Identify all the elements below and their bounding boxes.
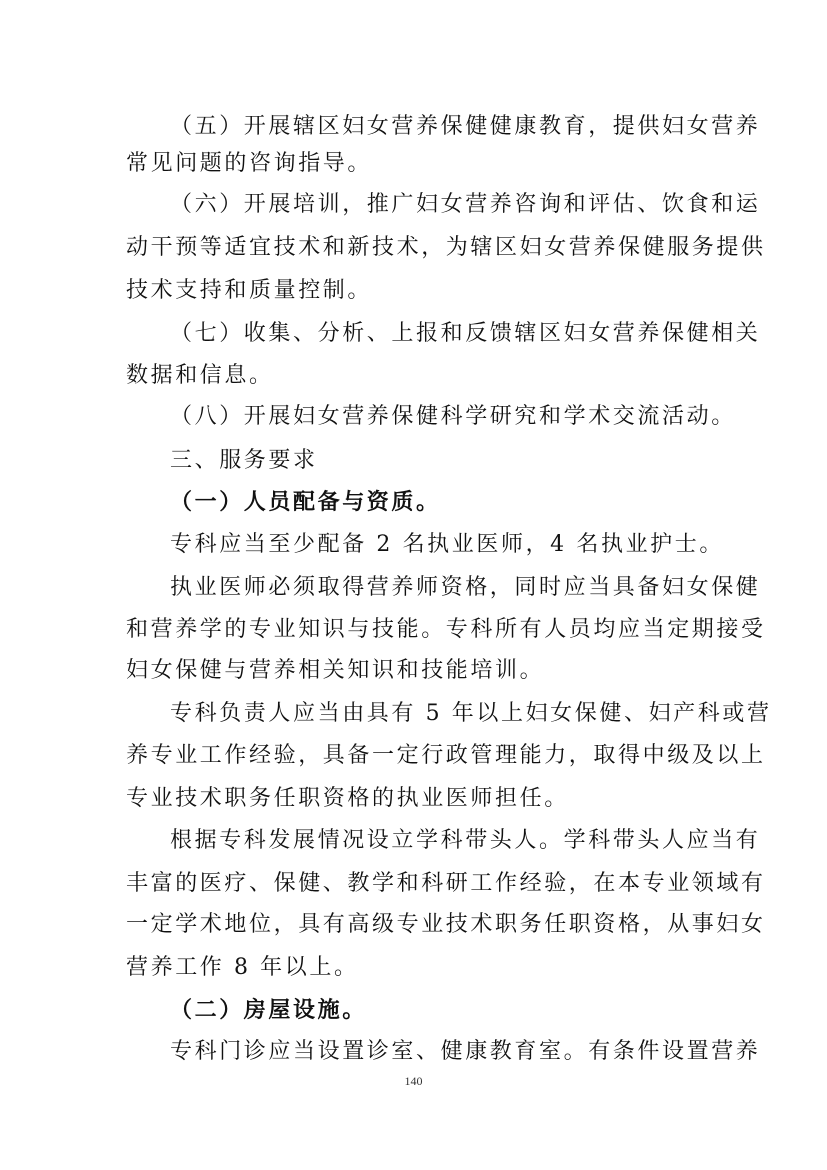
paragraph-line: 专业技术职务任职资格的执业医师担任。 (126, 786, 569, 811)
page-number: 140 (404, 1074, 423, 1088)
paragraph-line: 常见问题的咨询指导。 (126, 151, 373, 176)
paragraph-line: （七）收集、分析、上报和反馈辖区妇女营养保健相关 (170, 321, 761, 346)
paragraph-line: 丰富的医疗、保健、教学和科研工作经验，在本专业领域有 (126, 871, 766, 896)
paragraph-line: 专科负责人应当由具有 5 年以上妇女保健、妇产科或营 (170, 701, 772, 726)
paragraph-line: 养专业工作经验，具备一定行政管理能力，取得中级及以上 (126, 743, 766, 768)
paragraph-line: 妇女保健与营养相关知识和技能培训。 (126, 658, 545, 683)
paragraph-line: 数据和信息。 (126, 363, 274, 388)
paragraph-line: 根据专科发展情况设立学科带头人。学科带头人应当有 (170, 828, 761, 853)
subsection-heading: （二）房屋设施。 (170, 997, 367, 1023)
paragraph-line: 动干预等适宜技术和新技术，为辖区妇女营养保健服务提供 (126, 235, 766, 260)
paragraph-line: 营养工作 8 年以上。 (126, 955, 359, 980)
subsection-heading: （一）人员配备与资质。 (170, 489, 441, 515)
paragraph-line: 执业医师必须取得营养师资格，同时应当具备妇女保健 (170, 575, 761, 600)
section-heading: 三、服务要求 (170, 448, 318, 473)
paragraph-line: （六）开展培训，推广妇女营养咨询和评估、饮食和运 (170, 192, 761, 217)
paragraph-line: 专科门诊应当设置诊室、健康教育室。有条件设置营养 (170, 1039, 761, 1064)
paragraph-line: （五）开展辖区妇女营养保健健康教育，提供妇女营养 (170, 114, 761, 139)
paragraph-line: （八）开展妇女营养保健科学研究和学术交流活动。 (170, 404, 736, 429)
paragraph-line: 专科应当至少配备 2 名执业医师，4 名执业护士。 (170, 532, 724, 557)
paragraph-line: 一定学术地位，具有高级专业技术职务任职资格，从事妇女 (126, 912, 766, 937)
paragraph-line: 和营养学的专业知识与技能。专科所有人员均应当定期接受 (126, 617, 766, 642)
paragraph-line: 技术支持和质量控制。 (126, 278, 373, 303)
